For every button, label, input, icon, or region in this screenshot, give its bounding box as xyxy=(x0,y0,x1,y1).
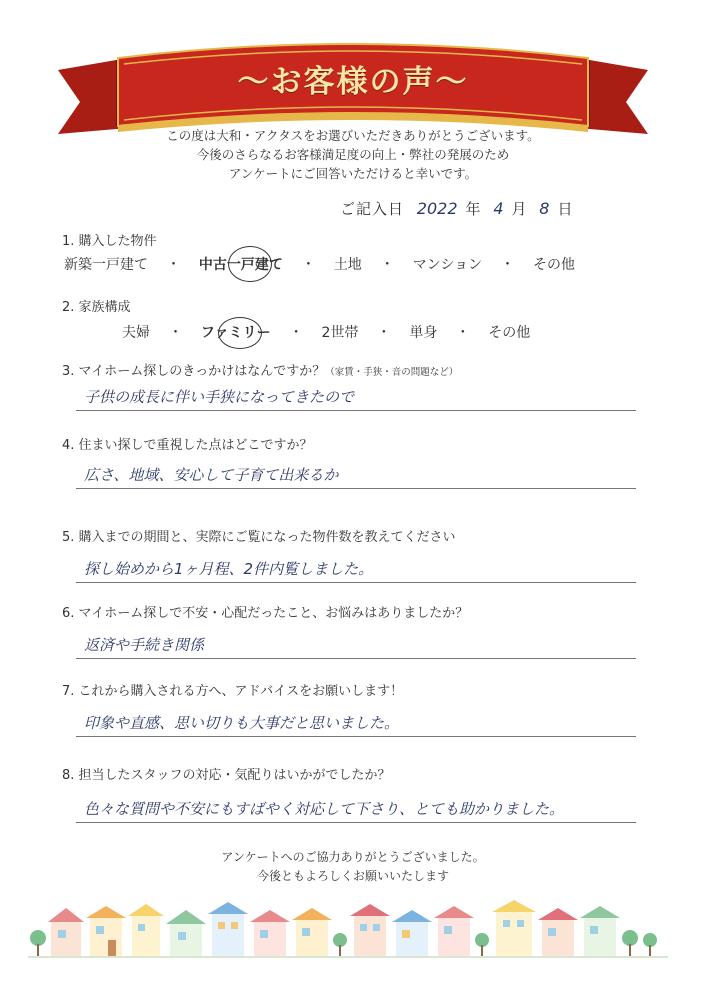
house-icon xyxy=(538,908,578,956)
closing-line: 今後ともよろしくお願いいたします xyxy=(256,869,449,883)
option-other-family: その他 xyxy=(488,325,531,341)
intro-text xyxy=(0,126,706,183)
answer-6: 返済や手続き関係 xyxy=(84,636,205,654)
tree-icon xyxy=(475,933,489,956)
year-unit: 年 xyxy=(465,200,481,218)
answer-3: 子供の成長に伴い手狭になってきたので xyxy=(84,388,355,406)
house-icon xyxy=(48,908,84,956)
answer-6-line xyxy=(76,634,636,659)
question-6-label: 6. マイホーム探しで不安・心配だったこと、お悩みはありましたか？ xyxy=(62,606,469,621)
tree-icon xyxy=(622,930,638,956)
answer-7-line xyxy=(76,712,636,737)
answer-4: 広さ、地域、安心して子育て出来るか xyxy=(84,466,339,484)
house-icon xyxy=(292,908,332,956)
tree-icon xyxy=(643,933,657,956)
intro-line: 今後のさらなるお客様満足度の向上・弊社の発展のため xyxy=(196,147,510,162)
date-year: 2022 xyxy=(416,199,458,218)
banner-title: 〜お客様の声〜 xyxy=(237,64,469,100)
house-icon xyxy=(434,906,474,956)
answer-4-line xyxy=(76,464,636,489)
house-icon xyxy=(350,904,390,956)
tree-icon xyxy=(333,933,347,956)
date-day: 8 xyxy=(539,199,550,218)
question-3-label xyxy=(62,360,458,379)
question-2-options: 夫婦 ・ ファミリー ・ 2世帯 ・ 単身 ・ その他 xyxy=(122,322,530,342)
answer-8-line xyxy=(76,798,636,823)
tree-icon xyxy=(30,930,46,956)
house-icon xyxy=(128,904,164,956)
date-month: 4 xyxy=(493,199,504,218)
house-icon xyxy=(580,906,620,956)
option-couple: 夫婦 xyxy=(122,325,150,341)
day-unit: 日 xyxy=(557,200,573,218)
houses-illustration xyxy=(28,900,668,958)
answer-5: 探し始めから1ヶ月程、2件内覧しました。 xyxy=(84,560,374,578)
closing-text xyxy=(0,848,706,886)
house-icon xyxy=(392,910,432,956)
option-single: 単身 xyxy=(409,325,438,341)
option-used-house: 中古一戸建て xyxy=(198,257,283,273)
house-icon xyxy=(208,902,248,956)
month-unit: 月 xyxy=(511,200,527,218)
question-8-label: 8. 担当したスタッフの対応・気配りはいかがでしたか？ xyxy=(62,768,391,783)
question-2-label: 2. 家族構成 xyxy=(62,300,131,315)
house-icon xyxy=(250,910,290,956)
option-two-generation: 2世帯 xyxy=(321,325,359,341)
option-mansion: マンション xyxy=(412,257,483,273)
option-land: 土地 xyxy=(333,257,362,273)
question-7-label: 7. これから購入される方へ、アドバイスをお願いします！ xyxy=(62,684,404,699)
closing-line: アンケートへのご協力ありがとうございました。 xyxy=(221,850,485,864)
answer-3-line xyxy=(76,386,636,411)
house-icon xyxy=(166,910,206,956)
option-family: ファミリー xyxy=(200,325,271,341)
question-3-note: （家賃・手狭・音の問題など） xyxy=(325,367,459,378)
answer-7: 印象や直感、思い切りも大事だと思いました。 xyxy=(84,714,400,732)
answer-5-line xyxy=(76,558,636,583)
question-4-label: 4. 住まい探しで重視した点はどこですか？ xyxy=(62,438,313,453)
intro-line: この度は大和・アクタスをお選びいただきありがとうございます。 xyxy=(166,128,540,143)
question-3-text: 3. マイホーム探しのきっかけはなんですか？ xyxy=(62,364,326,379)
selection-circle xyxy=(228,246,272,282)
question-1-options: 新築一戸建て ・ 中古一戸建て ・ 土地 ・ マンション ・ その他 xyxy=(64,254,575,274)
selection-circle xyxy=(218,317,262,349)
question-1-label: 1. 購入した物件 xyxy=(62,234,157,249)
option-other: その他 xyxy=(533,257,575,273)
option-new-house: 新築一戸建て xyxy=(64,257,148,273)
house-icon xyxy=(86,906,126,956)
question-5-label: 5. 購入までの期間と、実際にご覧になった物件数を教えてください xyxy=(62,530,456,545)
intro-line: アンケートにご回答いただけると幸いです。 xyxy=(228,166,478,181)
entry-date xyxy=(340,198,573,219)
answer-8: 色々な質問や不安にもすばやく対応して下さり、とても助かりました。 xyxy=(84,800,565,818)
date-label: ご記入日 xyxy=(340,200,405,218)
house-icon xyxy=(492,900,536,956)
